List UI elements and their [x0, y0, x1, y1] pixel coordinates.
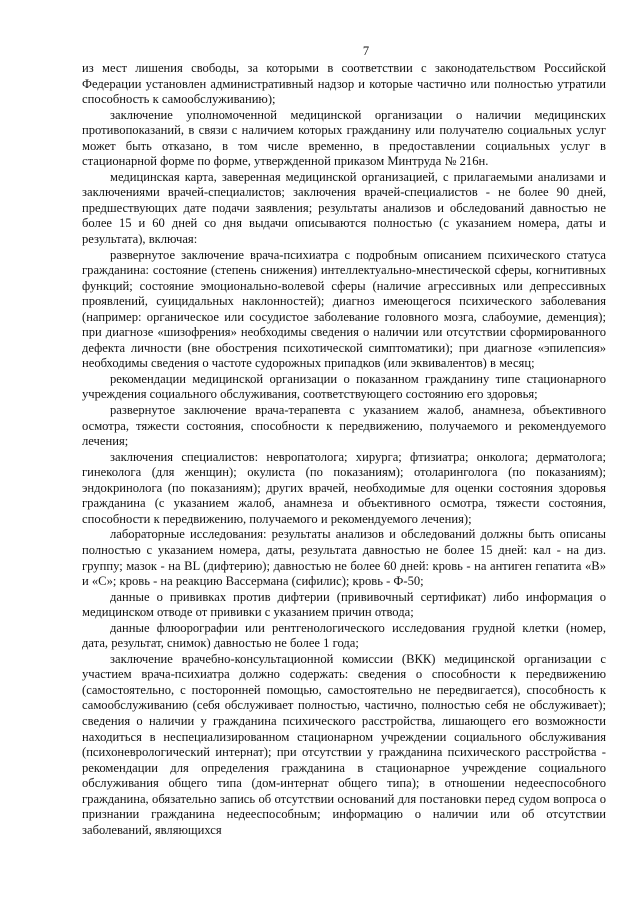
paragraph-vaccinations: данные о прививках против дифтерии (прививочный сертификат) либо информация о медицинском отводе от прививки с указанием причин отвода; — [82, 589, 606, 620]
paragraph-contraindications: заключение уполномоченной медицинской организации о наличии медицинских противопоказаний, в связи с наличием которых гражданину или получателю социальных услуг может быть отказано, в том числе временно, в предоставлении социальных услуг в стационарной форме по форме, утвержденной приказом Минтруда № 216н. — [82, 107, 606, 169]
paragraph-medical-card: медицинская карта, заверенная медицинской организацией, с прилагаемыми анализами и заключениями врачей-специалистов; заключения врачей-специалистов - не более 90 дней, предшествующих дате подачи заявления; результаты анализов и обследований давностью не более 15 и 60 дней со дня выдачи описываются полностью (с указанием номера, даты и результата), включая: — [82, 169, 606, 247]
paragraph-recommendations: рекомендации медицинской организации о показанном гражданину типе стационарного учреждения социального обслуживания, соответствующего состоянию его здоровья; — [82, 371, 606, 402]
paragraph-vkk: заключение врачебно-консультационной комиссии (ВКК) медицинской организации с участием врача-психиатра должно содержать: сведения о способности к передвижению (самостоятельно, с посторонней помощью, самостоятельно не передвигается), способность к самообслуживанию (себя обслуживает полностью, частично, полностью себя не обслуживает); сведения о наличии у гражданина психического расстройства, лишающего его возможности находиться в неспециализированном стационарном учреждении социального обслуживания (психоневрологический интернат); при отсутствии у гражданина психического расстройства - рекомендации для определения гражданина в стационарное учреждение социального обслуживания общего типа (дом-интернат общего типа); в отношении недееспособного гражданина, обязательно запись об отсутствии оснований для постановки перед судом вопроса о признании гражданина недееспособным; информацию о наличии или об отсутствии заболеваний, являющихся — [82, 651, 606, 837]
paragraph-fluorography: данные флюорографии или рентгенологического исследования грудной клетки (номер, дата, результат, снимок) давностью не более 1 года; — [82, 620, 606, 651]
paragraph-lab-tests: лабораторные исследования: результаты анализов и обследований должны быть описаны полностью с указанием номера, даты, результата давностью не более 15 дней: кал - на диз. группу; мазок - на BL (дифтерию); давностью не более 60 дней: кровь - на антиген гепатита «В» и «С»; кровь - на реакцию Вассермана (сифилис); кровь - Ф-50; — [82, 527, 606, 589]
page-number: 7 — [362, 44, 370, 58]
paragraph-psychiatrist: развернутое заключение врача-психиатра с подробным описанием психического статуса гражданина: состояние (степень снижения) интеллектуально-мнестической сферы, когнитивных функций; состояние эмоционально-волевой сферы (наличие агрессивных или депрессивных проявлений, суицидальных наклонностей); диагноз имеющегося психического заболевания (например: органическое или сосудистое заболевание головного мозга, слабоумие, деменция); при диагнозе «шизофрения» необходимы сведения о наличии или отсутствии сформированного дефекта личности (вне обострения психотической симптоматики); при диагнозе «эпилепсия» необходимы сведения о частоте судорожных припадков (или эквивалентов) в месяц; — [82, 247, 606, 371]
paragraph-continuation: из мест лишения свободы, за которыми в соответствии с законодательством Российской Федерации установлен административный надзор и которые частично или полностью утратили способность к самообслуживанию); — [82, 61, 606, 107]
paragraph-therapist: развернутое заключение врача-терапевта с указанием жалоб, анамнеза, объективного осмотра, тяжести состояния, способности к передвижению, получаемого и рекомендуемого лечения; — [82, 403, 606, 449]
paragraph-specialists: заключения специалистов: невропатолога; хирурга; фтизиатра; онколога; дерматолога; гинеколога (для женщин); окулиста (по показаниям); отоларинголога (по показаниям); эндокринолога (по показаниям); других врачей, необходимые для оценки состояния здоровья гражданина (с указанием жалоб, анамнеза и объективного осмотра, тяжести состояния, способности к передвижению, получаемого и рекомендуемого лечения); — [82, 449, 606, 526]
